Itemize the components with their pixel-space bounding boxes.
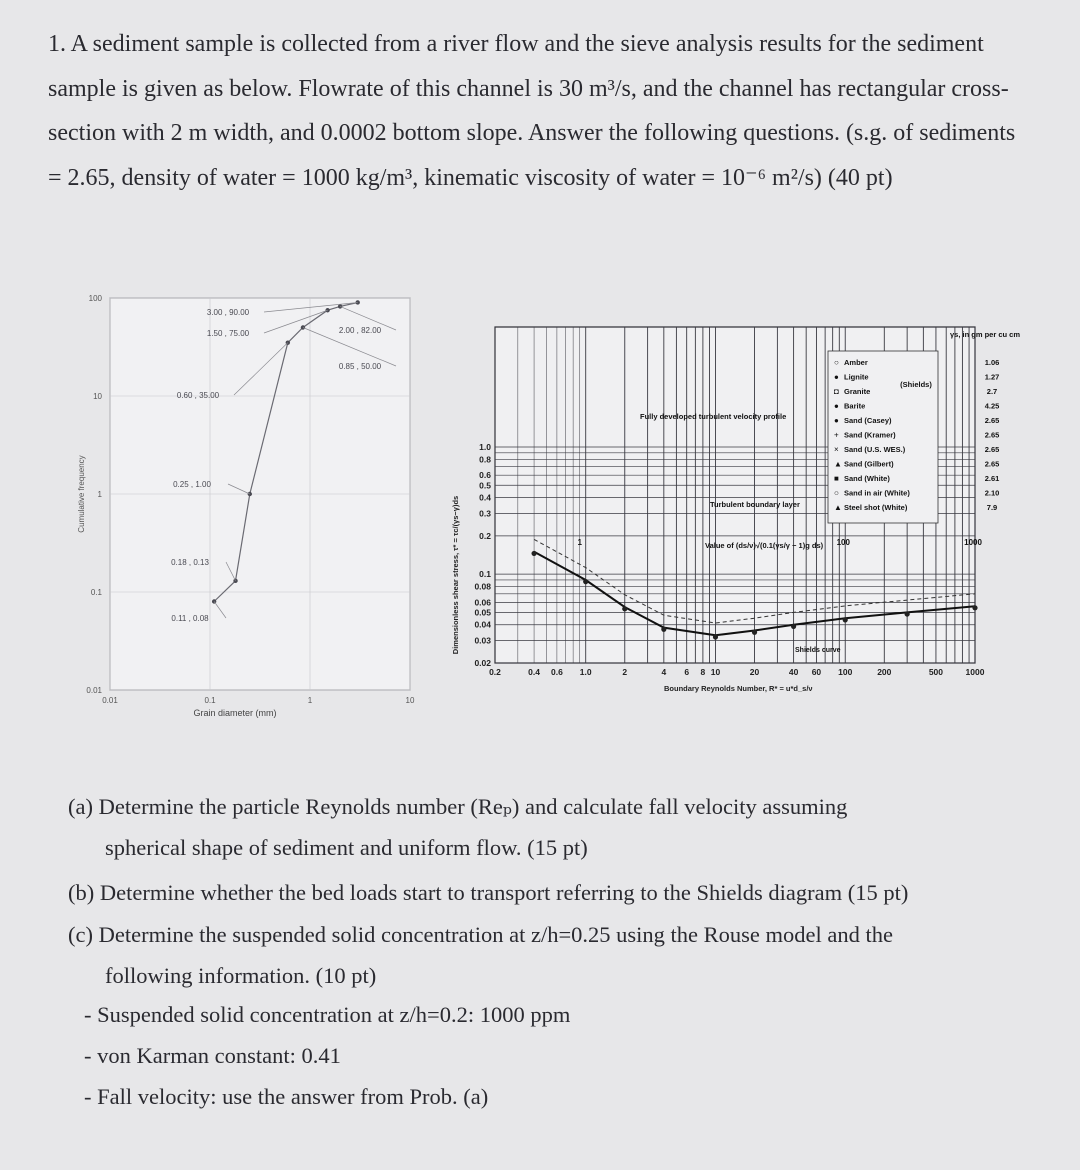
legend-marker: ▲ bbox=[834, 503, 842, 512]
x-tick-label: 1000 bbox=[965, 667, 985, 677]
legend-marker: ◘ bbox=[834, 387, 839, 396]
legend-value: 2.65 bbox=[984, 430, 1000, 440]
x-tick-label: 0.01 bbox=[102, 696, 118, 705]
y-tick-label: 0.04 bbox=[474, 619, 491, 630]
annotation-label: Turbulent boundary layer bbox=[710, 500, 800, 509]
data-point bbox=[622, 606, 627, 611]
legend-value: 4.25 bbox=[984, 401, 1000, 411]
data-point bbox=[905, 611, 910, 616]
part-c-line1: (c) Determine the suspended solid concentration at z/h=0.25 using the Rouse model and the bbox=[68, 922, 893, 947]
grain-size-chart bbox=[70, 288, 430, 738]
x-tick-label: 0.2 bbox=[489, 667, 501, 677]
y-tick-label: 0.03 bbox=[474, 635, 491, 646]
data-point bbox=[583, 579, 588, 584]
data-point bbox=[301, 325, 305, 329]
data-label: 1.50 , 75.00 bbox=[206, 329, 250, 338]
data-point bbox=[972, 605, 977, 610]
reference-value: 100 bbox=[836, 537, 850, 547]
shields-diagram-svg bbox=[440, 315, 1040, 715]
annotation-label: Fully developed turbulent velocity profile bbox=[640, 412, 787, 421]
y-tick-label: 0.05 bbox=[474, 607, 491, 618]
annotation-label: Value of (ds/ν)√(0.1(γs/γ − 1)g ds) bbox=[705, 541, 824, 550]
legend-value: 2.65 bbox=[984, 416, 1000, 425]
part-c-line2: following information. (10 pt) bbox=[105, 963, 377, 988]
part-a bbox=[68, 786, 1028, 868]
legend-entry: Sand (Casey) bbox=[844, 416, 892, 425]
x-tick-label: 40 bbox=[788, 667, 799, 677]
x-tick-label: 20 bbox=[749, 667, 760, 677]
legend-entry: Amber bbox=[844, 358, 868, 367]
x-tick-label: 60 bbox=[811, 667, 822, 677]
data-label: 0.18 , 0.13 bbox=[171, 558, 209, 567]
y-tick-label: 0.08 bbox=[474, 581, 491, 592]
data-label: 2.00 , 82.00 bbox=[338, 326, 382, 335]
x-tick-label: 10 bbox=[710, 667, 721, 677]
legend-entry: Steel shot (White) bbox=[844, 503, 908, 512]
part-c-item: - Suspended solid concentration at z/h=0.2: 1000 ppm bbox=[84, 1002, 571, 1027]
legend-marker: ▲ bbox=[834, 459, 842, 469]
legend-entry: Sand (Gilbert) bbox=[844, 459, 894, 469]
part-a-line1: (a) Determine the particle Reynolds number (Reₚ) and calculate fall velocity assuming bbox=[68, 794, 848, 819]
legend-value: 1.06 bbox=[984, 358, 1000, 367]
x-tick-label: 200 bbox=[877, 667, 892, 677]
y-tick-label: 0.2 bbox=[479, 530, 491, 541]
part-c-items bbox=[84, 998, 570, 1121]
legend-value: 2.61 bbox=[984, 474, 1000, 483]
legend-entry: Barite bbox=[844, 401, 866, 411]
data-label: 3.00 , 90.00 bbox=[206, 308, 250, 317]
data-point bbox=[843, 617, 848, 622]
y-tick-label: 100 bbox=[88, 294, 102, 303]
x-tick-label: 0.1 bbox=[204, 696, 216, 705]
y-tick-label: 0.3 bbox=[479, 508, 491, 519]
legend-entry: Lignite bbox=[844, 372, 869, 382]
legend-value: 2.65 bbox=[984, 445, 1000, 454]
grain-size-chart-svg bbox=[70, 288, 430, 738]
data-label: 0.85 , 50.00 bbox=[338, 362, 382, 371]
x-tick-label: 10 bbox=[405, 696, 415, 705]
problem-stem bbox=[48, 22, 1033, 200]
legend-entry: Granite bbox=[844, 387, 871, 396]
y-tick-label: 0.01 bbox=[86, 686, 102, 695]
y-tick-label: 0.1 bbox=[90, 588, 102, 597]
legend-marker: ■ bbox=[834, 474, 839, 483]
data-point bbox=[752, 630, 757, 635]
x-tick-label: 0.6 bbox=[551, 667, 563, 677]
x-axis-label: Boundary Reynolds Number, R* = u*d_s/ν bbox=[664, 684, 813, 693]
legend-value: 7.9 bbox=[986, 503, 998, 512]
part-c-item: - von Karman constant: 0.41 bbox=[84, 1043, 341, 1068]
y-tick-label: 0.6 bbox=[479, 470, 491, 481]
x-tick-label: 500 bbox=[928, 667, 944, 677]
legend-marker: ● bbox=[834, 416, 839, 425]
legend-value: 2.10 bbox=[984, 488, 1000, 498]
reference-value: 1000 bbox=[964, 537, 982, 547]
y-tick-label: 0.02 bbox=[474, 658, 491, 668]
data-point bbox=[791, 624, 796, 629]
legend-value: 2.65 bbox=[984, 459, 1000, 469]
y-tick-label: 1 bbox=[97, 490, 102, 499]
y-tick-label: 0.8 bbox=[479, 454, 491, 465]
legend-entry: Sand (U.S. WES.) bbox=[844, 445, 906, 454]
x-tick-label: 6 bbox=[684, 667, 690, 677]
y-tick-label: 0.1 bbox=[479, 569, 491, 580]
part-a-line2: spherical shape of sediment and uniform flow. (15 pt) bbox=[105, 835, 588, 860]
data-point bbox=[531, 551, 536, 556]
legend-value: 1.27 bbox=[984, 372, 1000, 382]
part-c bbox=[68, 914, 1028, 996]
part-b bbox=[68, 872, 1048, 913]
data-point bbox=[338, 304, 342, 308]
problem-stem-text: 1. A sediment sample is collected from a river flow and the sieve analysis results for the sediment sample is given as below. Flowrate of this channel is 30 m³/s, and the channel has rectangular cross-section with 2 m width, and 0.0002 bottom slope. Answer the following questions. (s.g. of sediments = 2.65, density of water = 1000 kg/m³, kinematic viscosity of water = 10⁻⁶ m²/s) (40 pt) bbox=[48, 31, 1016, 191]
x-tick-label: 1.0 bbox=[579, 667, 592, 677]
legend-group-label: (Shields) bbox=[900, 380, 932, 389]
shields-diagram bbox=[440, 315, 1040, 715]
annotation-label: Shields curve bbox=[795, 647, 841, 654]
y-axis-label: Dimensionless shear stress, τ* = τc/(γs−γ)ds bbox=[451, 495, 460, 655]
data-label: 0.11 , 0.08 bbox=[171, 614, 209, 623]
legend-value: 2.7 bbox=[986, 387, 998, 396]
y-tick-label: 0.4 bbox=[479, 492, 491, 503]
legend-marker: ● bbox=[834, 372, 839, 382]
x-tick-label: 1 bbox=[307, 696, 313, 705]
legend-entry: Sand (White) bbox=[844, 474, 890, 483]
data-point bbox=[661, 627, 666, 632]
reference-value: 1 bbox=[577, 537, 582, 547]
x-tick-label: 2 bbox=[622, 667, 628, 677]
part-b-line: (b) Determine whether the bed loads start to transport referring to the Shields diagram (15 pt) bbox=[68, 880, 909, 905]
y-tick-label: 1.0 bbox=[479, 442, 491, 452]
x-tick-label: 8 bbox=[700, 667, 706, 677]
x-tick-label: 0.4 bbox=[528, 667, 540, 677]
y-tick-label: 0.06 bbox=[474, 597, 491, 608]
legend-marker: + bbox=[834, 430, 839, 440]
legend-entry: Sand in air (White) bbox=[844, 488, 910, 498]
x-tick-label: 100 bbox=[838, 667, 853, 677]
data-label: 0.60 , 35.00 bbox=[176, 391, 220, 400]
y-tick-label: 0.5 bbox=[479, 480, 491, 491]
legend-marker: ○ bbox=[834, 358, 839, 367]
x-axis-label: Grain diameter (mm) bbox=[193, 708, 277, 718]
legend-marker: ● bbox=[834, 401, 839, 411]
part-c-item: - Fall velocity: use the answer from Prob. (a) bbox=[84, 1084, 489, 1109]
data-point bbox=[713, 634, 718, 639]
legend-marker: ○ bbox=[834, 488, 839, 498]
y-axis-label: Cumulative frequency bbox=[77, 455, 86, 533]
legend-marker: × bbox=[834, 445, 839, 454]
legend-entry: Sand (Kramer) bbox=[844, 430, 896, 440]
x-tick-label: 4 bbox=[661, 667, 667, 677]
data-label: 0.25 , 1.00 bbox=[173, 480, 211, 489]
legend-header: γs, in gm per cu cm bbox=[949, 330, 1021, 339]
y-tick-label: 10 bbox=[93, 392, 102, 401]
